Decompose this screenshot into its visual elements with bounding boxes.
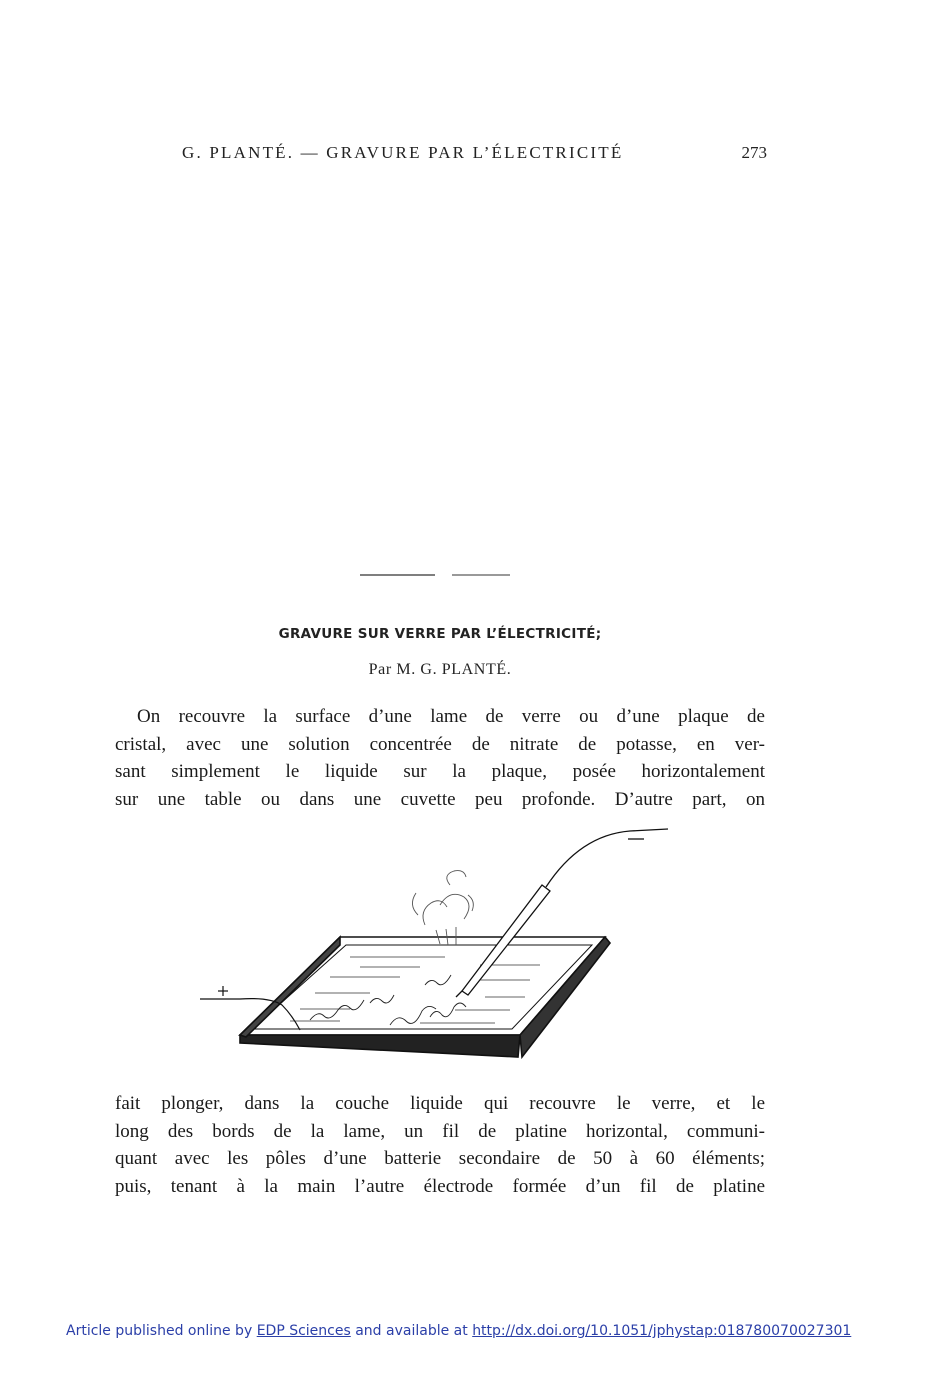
text-line: long des bords de la lame, un fil de platine horizontal, communi- bbox=[115, 1120, 765, 1142]
section-rule bbox=[360, 573, 515, 577]
article-title: GRAVURE SUR VERRE PAR L’ÉLECTRICITÉ; bbox=[278, 626, 602, 642]
paragraph-1 bbox=[115, 703, 765, 813]
engraved-writing bbox=[310, 975, 466, 1025]
footer-prefix: Article published online by bbox=[66, 1323, 257, 1339]
paragraph-2 bbox=[115, 1090, 765, 1200]
gas-bubbles bbox=[412, 871, 473, 945]
text-line: puis, tenant à la main l’autre électrode formée d’un fil de platine bbox=[115, 1175, 765, 1197]
text-line: sur une table ou dans une cuvette peu profonde. D’autre part, on bbox=[115, 788, 765, 810]
publication-footer bbox=[66, 1323, 866, 1339]
text-line: On recouvre la surface d’une lame de verre ou d’une plaque de bbox=[137, 706, 765, 727]
engraving-illustration bbox=[200, 825, 680, 1070]
text-line: sant simplement le liquide sur la plaque, posée horizontalement bbox=[115, 761, 765, 782]
liquid-lines bbox=[290, 957, 540, 1023]
doi-link[interactable]: http://dx.doi.org/10.1051/jphystap:018780070027301 bbox=[472, 1323, 852, 1339]
page-number: 273 bbox=[741, 143, 767, 162]
text-line: cristal, avec une solution concentrée de nitrate de potasse, en ver- bbox=[115, 733, 765, 755]
running-title: G. PLANTÉ. — GRAVURE PAR L’ÉLECTRICITÉ bbox=[182, 143, 624, 162]
publisher-link[interactable]: EDP Sciences bbox=[256, 1323, 351, 1339]
glass-tray bbox=[240, 937, 610, 1057]
text-line: fait plonger, dans la couche liquide qui recouvre le verre, et le bbox=[115, 1093, 765, 1114]
running-head bbox=[182, 143, 767, 163]
text-line: quant avec les pôles d’une batterie secondaire de 50 à 60 éléments; bbox=[115, 1148, 765, 1169]
footer-middle: and available at bbox=[350, 1323, 473, 1339]
article-author: Par M. G. PLANTÉ. bbox=[368, 661, 512, 678]
stylus-electrode bbox=[456, 829, 668, 997]
